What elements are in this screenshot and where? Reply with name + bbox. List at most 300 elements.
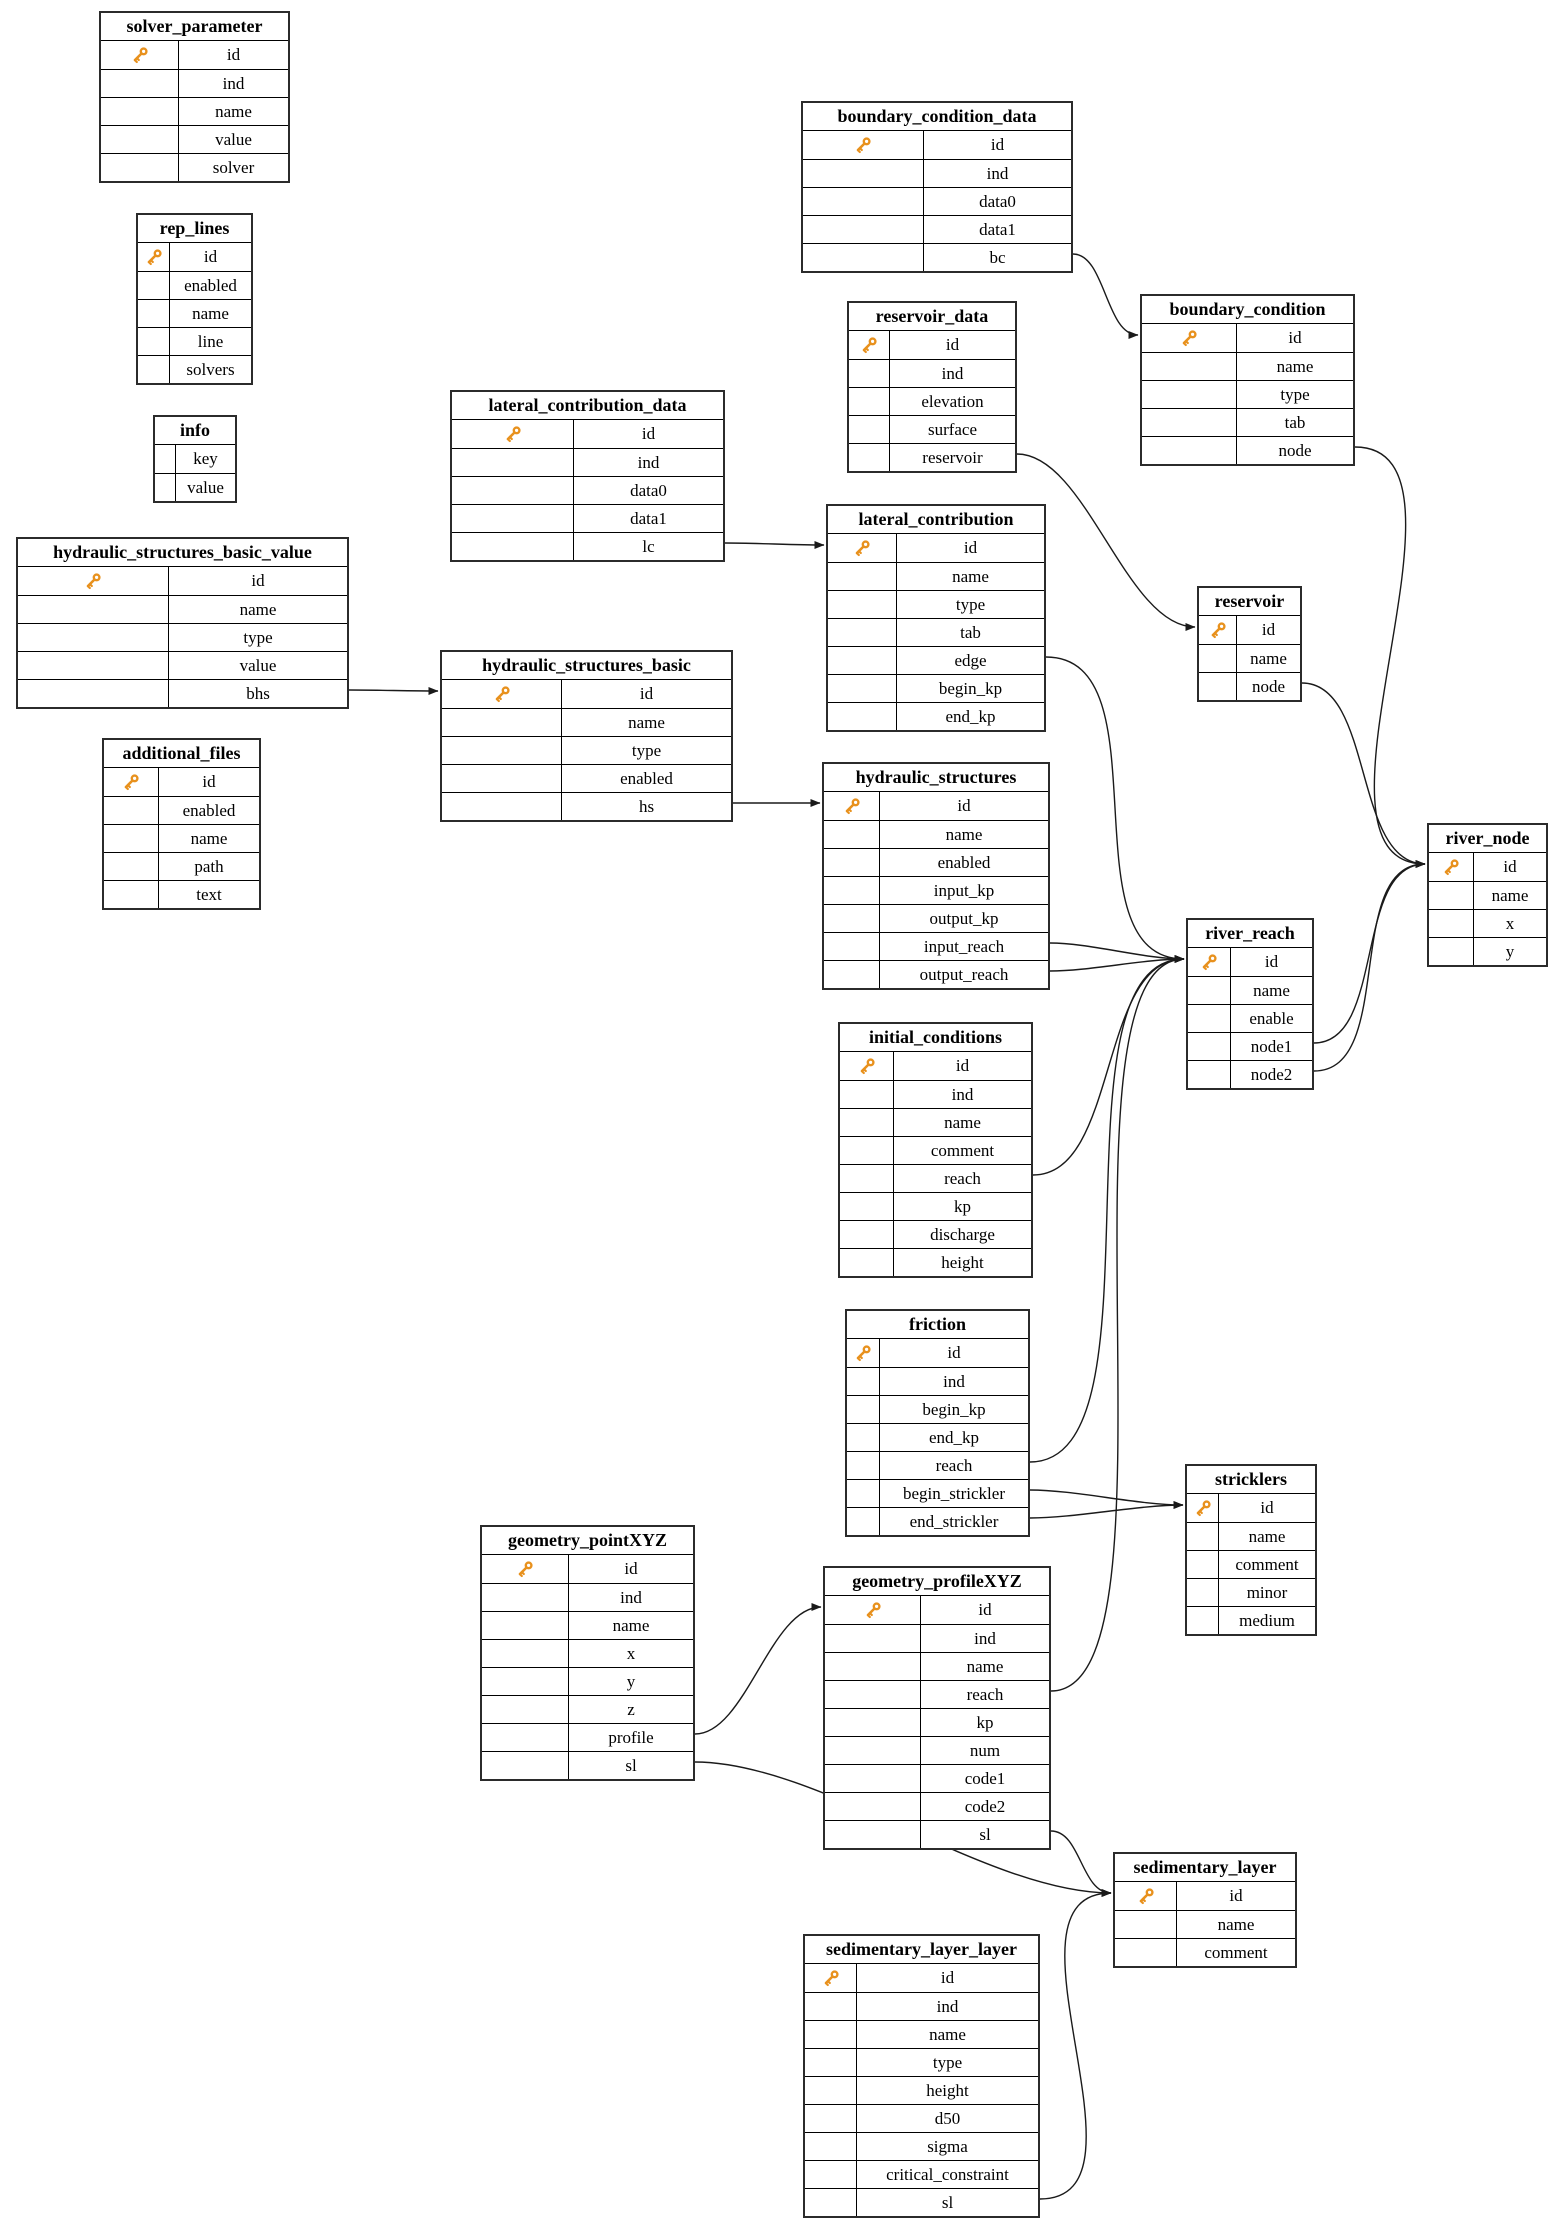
empty-key-cell: [840, 1137, 894, 1164]
empty-key-cell: [18, 596, 169, 623]
table-title: boundary_condition: [1142, 296, 1353, 324]
field-row-id: [825, 1596, 1049, 1624]
field-row-ind: [803, 159, 1071, 187]
table-title: hydraulic_structures_basic_value: [18, 539, 347, 567]
field-row-id: [803, 131, 1071, 159]
field-label: sl: [625, 1756, 637, 1775]
table-title: geometry_profileXYZ: [825, 1568, 1049, 1596]
field-row-type: [442, 736, 731, 764]
table-title: hydraulic_structures: [824, 764, 1048, 792]
field-label: output_kp: [929, 909, 999, 928]
empty-key-cell: [155, 445, 176, 473]
table-reservoir: [1197, 586, 1302, 702]
key-icon: [1194, 1499, 1212, 1517]
table-title: boundary_condition_data: [803, 103, 1071, 131]
field-row-ind: [101, 69, 288, 97]
field-row-value: [101, 125, 288, 153]
table-title: initial_conditions: [840, 1024, 1031, 1052]
field-label: enable: [1249, 1009, 1294, 1028]
key-icon: [1442, 858, 1460, 876]
field-row-solver: [101, 153, 288, 181]
field-row-id: [18, 567, 347, 595]
field-row-data1: [452, 504, 723, 532]
field-label: discharge: [930, 1225, 995, 1244]
field-row-enabled: [138, 271, 251, 299]
field-label: id: [945, 335, 960, 354]
empty-key-cell: [840, 1081, 894, 1108]
field-row-surface: [849, 415, 1015, 443]
field-label: solvers: [186, 360, 235, 379]
primary-key-cell: [138, 243, 170, 271]
field-row-id: [847, 1339, 1028, 1367]
empty-key-cell: [805, 2049, 857, 2076]
primary-key-cell: [824, 792, 880, 820]
field-label: ind: [986, 164, 1009, 183]
empty-key-cell: [101, 70, 179, 97]
empty-key-cell: [847, 1396, 880, 1423]
field-row-hs: [442, 792, 731, 820]
primary-key-cell: [849, 331, 890, 359]
field-label: name: [192, 304, 229, 323]
field-row-id: [1188, 948, 1312, 976]
empty-key-cell: [803, 160, 924, 187]
field-row-tab: [828, 618, 1044, 646]
field-row-name: [104, 824, 259, 852]
field-label: surface: [927, 420, 978, 439]
field-label: name: [190, 829, 228, 848]
field-row-z: [482, 1695, 693, 1723]
field-row-id: [805, 1964, 1038, 1992]
field-row-bc: [803, 243, 1071, 271]
field-label: type: [955, 595, 986, 614]
empty-key-cell: [442, 765, 562, 792]
field-label: data0: [630, 481, 667, 500]
edge-sedimentary_layer_layer-sl-to-sedimentary_layer: [1040, 1893, 1111, 2199]
field-row-code1: [825, 1764, 1049, 1792]
field-label: value: [239, 656, 277, 675]
field-row-name: [1115, 1910, 1295, 1938]
empty-key-cell: [825, 1625, 921, 1652]
table-lateral_contribution: [826, 504, 1046, 732]
edge-geometry_profileXYZ-sl-to-sedimentary_layer: [1051, 1831, 1111, 1893]
empty-key-cell: [442, 709, 562, 736]
field-row-name: [1188, 976, 1312, 1004]
field-label: name: [1250, 649, 1287, 668]
empty-key-cell: [828, 591, 897, 618]
field-row-comment: [1187, 1550, 1315, 1578]
field-label: id: [990, 135, 1005, 154]
primary-key-cell: [18, 567, 169, 595]
edge-initial_conditions-reach-to-river_reach: [1033, 959, 1184, 1175]
empty-key-cell: [824, 877, 880, 904]
primary-key-cell: [452, 420, 574, 448]
field-row-node1: [1188, 1032, 1312, 1060]
field-label: path: [194, 857, 224, 876]
field-row-reach: [847, 1451, 1028, 1479]
table-title: stricklers: [1187, 1466, 1315, 1494]
field-label: id: [963, 538, 978, 557]
table-hydraulic_structures: [822, 762, 1050, 990]
field-label: y: [626, 1672, 636, 1691]
field-row-node: [1199, 672, 1300, 700]
field-row-x: [1429, 909, 1546, 937]
field-row-begin_kp: [828, 674, 1044, 702]
field-row-end_strickler: [847, 1507, 1028, 1535]
field-label: data0: [979, 192, 1016, 211]
field-row-reach: [825, 1680, 1049, 1708]
edge-river_reach-node1-to-river_node: [1314, 864, 1425, 1043]
field-row-name: [825, 1652, 1049, 1680]
empty-key-cell: [1142, 409, 1237, 436]
table-title: reservoir: [1199, 588, 1300, 616]
empty-key-cell: [442, 737, 562, 764]
field-row-output_reach: [824, 960, 1048, 988]
field-label: name: [944, 1113, 981, 1132]
empty-key-cell: [1142, 353, 1237, 380]
field-label: data1: [979, 220, 1016, 239]
table-river_node: [1427, 823, 1548, 967]
field-row-bhs: [18, 679, 347, 707]
empty-key-cell: [101, 154, 179, 181]
empty-key-cell: [1187, 1607, 1219, 1634]
edge-reservoir-node-to-river_node: [1302, 683, 1425, 864]
table-stricklers: [1185, 1464, 1317, 1636]
empty-key-cell: [18, 624, 169, 651]
empty-key-cell: [847, 1368, 880, 1395]
field-row-data0: [803, 187, 1071, 215]
field-row-id: [840, 1052, 1031, 1080]
field-label: sl: [979, 1825, 991, 1844]
empty-key-cell: [1429, 882, 1474, 909]
empty-key-cell: [18, 652, 169, 679]
table-sedimentary_layer_layer: [803, 1934, 1040, 2218]
field-label: id: [641, 424, 656, 443]
empty-key-cell: [825, 1821, 921, 1848]
field-row-comment: [1115, 1938, 1295, 1966]
table-geometry_pointXYZ: [480, 1525, 695, 1781]
edge-hydraulic_structures_basic_value-bhs-to-hydraulic_structures_basic: [349, 690, 438, 691]
field-row-tab: [1142, 408, 1353, 436]
field-row-begin_strickler: [847, 1479, 1028, 1507]
field-row-id: [1187, 1494, 1315, 1522]
field-label: id: [203, 247, 218, 266]
edge-friction-reach-to-river_reach: [1030, 959, 1184, 1462]
key-icon: [1200, 953, 1218, 971]
field-row-id: [101, 41, 288, 69]
field-label: edge: [954, 651, 987, 670]
field-label: begin_strickler: [903, 1484, 1005, 1503]
field-label: text: [196, 885, 222, 904]
field-label: id: [1260, 1498, 1274, 1517]
key-icon: [131, 46, 149, 64]
field-label: d50: [934, 2109, 961, 2128]
field-row-ind: [825, 1624, 1049, 1652]
field-row-name: [18, 595, 347, 623]
field-label: end_kp: [945, 707, 996, 726]
edge-boundary_condition-node-to-river_node: [1355, 447, 1425, 864]
field-label: data1: [630, 509, 667, 528]
empty-key-cell: [825, 1709, 921, 1736]
field-row-name: [1429, 881, 1546, 909]
field-row-id: [1142, 324, 1353, 352]
empty-key-cell: [1188, 977, 1231, 1004]
key-icon: [493, 685, 511, 703]
field-row-d50: [805, 2104, 1038, 2132]
empty-key-cell: [138, 272, 170, 299]
field-row-height: [840, 1248, 1031, 1276]
field-label: name: [952, 567, 989, 586]
empty-key-cell: [805, 2161, 857, 2188]
field-row-id: [824, 792, 1048, 820]
field-row-id: [138, 243, 251, 271]
field-row-id: [104, 768, 259, 796]
empty-key-cell: [482, 1668, 569, 1695]
empty-key-cell: [482, 1696, 569, 1723]
empty-key-cell: [805, 1993, 857, 2020]
empty-key-cell: [828, 563, 897, 590]
field-row-x: [482, 1639, 693, 1667]
empty-key-cell: [849, 360, 890, 387]
field-label: begin_kp: [938, 679, 1003, 698]
primary-key-cell: [828, 534, 897, 562]
edge-hydraulic_structures-output_reach-to-river_reach: [1050, 959, 1184, 971]
key-icon: [854, 136, 872, 154]
empty-key-cell: [1188, 1005, 1231, 1032]
empty-key-cell: [828, 675, 897, 702]
empty-key-cell: [849, 416, 890, 443]
empty-key-cell: [824, 849, 880, 876]
field-row-id: [452, 420, 723, 448]
empty-key-cell: [803, 188, 924, 215]
field-row-value: [18, 651, 347, 679]
field-row-ind: [452, 448, 723, 476]
field-row-input_reach: [824, 932, 1048, 960]
field-label: input_kp: [933, 881, 995, 900]
field-row-path: [104, 852, 259, 880]
key-icon: [1137, 1887, 1155, 1905]
empty-key-cell: [1188, 1061, 1231, 1088]
field-row-id: [1115, 1882, 1295, 1910]
empty-key-cell: [828, 647, 897, 674]
field-row-y: [482, 1667, 693, 1695]
field-label: output_reach: [919, 965, 1009, 984]
field-row-edge: [828, 646, 1044, 674]
field-row-height: [805, 2076, 1038, 2104]
field-row-node: [1142, 436, 1353, 464]
field-label: name: [628, 713, 665, 732]
table-title: sedimentary_layer_layer: [805, 1936, 1038, 1964]
field-label: code1: [964, 1769, 1006, 1788]
field-row-begin_kp: [847, 1395, 1028, 1423]
field-label: id: [978, 1600, 992, 1619]
table-title: geometry_pointXYZ: [482, 1527, 693, 1555]
field-label: elevation: [921, 392, 984, 411]
field-row-id: [828, 534, 1044, 562]
empty-key-cell: [452, 505, 574, 532]
field-row-id: [442, 680, 731, 708]
field-label: y: [1505, 942, 1515, 961]
edge-boundary_condition_data-bc-to-boundary_condition: [1073, 254, 1138, 335]
empty-key-cell: [805, 2077, 857, 2104]
empty-key-cell: [825, 1793, 921, 1820]
field-row-data0: [452, 476, 723, 504]
field-label: end_strickler: [909, 1512, 999, 1531]
field-label: reach: [935, 1456, 973, 1475]
field-row-ind: [805, 1992, 1038, 2020]
empty-key-cell: [452, 533, 574, 560]
field-row-name: [482, 1611, 693, 1639]
field-label: sigma: [927, 2137, 968, 2156]
field-row-id: [1199, 616, 1300, 644]
field-label: lc: [642, 537, 655, 556]
table-additional_files: [102, 738, 261, 910]
primary-key-cell: [847, 1339, 880, 1367]
primary-key-cell: [104, 768, 159, 796]
field-label: name: [215, 102, 252, 121]
empty-key-cell: [104, 825, 159, 852]
field-row-id: [1429, 853, 1546, 881]
key-icon: [843, 797, 861, 815]
empty-key-cell: [1429, 910, 1474, 937]
empty-key-cell: [1187, 1551, 1219, 1578]
empty-key-cell: [482, 1640, 569, 1667]
empty-key-cell: [840, 1221, 894, 1248]
field-label: num: [969, 1741, 1001, 1760]
field-label: ind: [941, 364, 964, 383]
empty-key-cell: [482, 1724, 569, 1751]
key-icon: [122, 773, 140, 791]
table-title: sedimentary_layer: [1115, 1854, 1295, 1882]
field-row-name: [805, 2020, 1038, 2048]
field-row-name: [442, 708, 731, 736]
empty-key-cell: [482, 1752, 569, 1779]
empty-key-cell: [849, 444, 890, 471]
field-row-num: [825, 1736, 1049, 1764]
field-label: id: [1288, 328, 1302, 347]
field-row-id: [849, 331, 1015, 359]
field-row-name: [840, 1108, 1031, 1136]
field-label: name: [966, 1657, 1004, 1676]
empty-key-cell: [803, 216, 924, 243]
field-label: kp: [954, 1197, 971, 1216]
empty-key-cell: [847, 1424, 880, 1451]
field-label: reach: [944, 1169, 981, 1188]
field-label: id: [639, 684, 654, 703]
edge-lateral_contribution_data-lc-to-lateral_contribution: [725, 543, 824, 545]
field-row-ind: [840, 1080, 1031, 1108]
field-row-kp: [840, 1192, 1031, 1220]
primary-key-cell: [101, 41, 179, 69]
field-row-enabled: [824, 848, 1048, 876]
empty-key-cell: [452, 477, 574, 504]
field-row-name: [1142, 352, 1353, 380]
field-row-enabled: [104, 796, 259, 824]
field-label: type: [932, 2053, 963, 2072]
field-label: id: [202, 772, 216, 791]
field-row-solvers: [138, 355, 251, 383]
field-label: id: [251, 571, 265, 590]
key-icon: [84, 572, 102, 590]
empty-key-cell: [1199, 645, 1237, 672]
empty-key-cell: [18, 680, 169, 707]
field-row-enabled: [442, 764, 731, 792]
table-info: [153, 415, 237, 503]
field-label: end_kp: [928, 1428, 980, 1447]
table-title: info: [155, 417, 235, 445]
field-label: x: [1505, 914, 1515, 933]
field-label: ind: [222, 74, 245, 93]
empty-key-cell: [825, 1737, 921, 1764]
field-row-sl: [805, 2188, 1038, 2216]
table-geometry_profileXYZ: [823, 1566, 1051, 1850]
field-row-name: [101, 97, 288, 125]
table-title: lateral_contribution_data: [452, 392, 723, 420]
empty-key-cell: [828, 619, 897, 646]
empty-key-cell: [824, 905, 880, 932]
field-row-ind: [849, 359, 1015, 387]
empty-key-cell: [840, 1109, 894, 1136]
field-row-key: [155, 445, 235, 473]
empty-key-cell: [805, 2021, 857, 2048]
field-label: enabled: [620, 769, 673, 788]
field-label: comment: [1235, 1555, 1299, 1574]
table-boundary_condition_data: [801, 101, 1073, 273]
field-label: id: [957, 796, 971, 815]
empty-key-cell: [803, 244, 924, 271]
table-hydraulic_structures_basic: [440, 650, 733, 822]
field-row-name: [824, 820, 1048, 848]
field-label: name: [1248, 1527, 1286, 1546]
field-row-type: [805, 2048, 1038, 2076]
empty-key-cell: [1187, 1523, 1219, 1550]
field-row-enable: [1188, 1004, 1312, 1032]
empty-key-cell: [840, 1193, 894, 1220]
field-label: code2: [964, 1797, 1006, 1816]
field-label: node: [1251, 677, 1286, 696]
empty-key-cell: [840, 1165, 894, 1192]
field-label: reach: [966, 1685, 1004, 1704]
edge-river_reach-node2-to-river_node: [1314, 864, 1425, 1071]
empty-key-cell: [825, 1653, 921, 1680]
field-row-discharge: [840, 1220, 1031, 1248]
field-row-data1: [803, 215, 1071, 243]
field-row-type: [828, 590, 1044, 618]
edge-hydraulic_structures-input_reach-to-river_reach: [1050, 943, 1184, 959]
field-row-lc: [452, 532, 723, 560]
field-row-name: [1187, 1522, 1315, 1550]
field-label: name: [929, 2025, 966, 2044]
field-label: node2: [1250, 1065, 1293, 1084]
field-row-name: [828, 562, 1044, 590]
field-row-comment: [840, 1136, 1031, 1164]
empty-key-cell: [1142, 381, 1237, 408]
empty-key-cell: [1199, 673, 1237, 700]
primary-key-cell: [803, 131, 924, 159]
field-row-type: [1142, 380, 1353, 408]
primary-key-cell: [1187, 1494, 1219, 1522]
field-label: bhs: [246, 684, 270, 703]
field-label: ind: [620, 1588, 642, 1607]
empty-key-cell: [805, 2133, 857, 2160]
empty-key-cell: [1142, 437, 1237, 464]
table-title: river_node: [1429, 825, 1546, 853]
field-label: bc: [989, 248, 1006, 267]
field-label: id: [1264, 952, 1279, 971]
empty-key-cell: [138, 300, 170, 327]
field-label: profile: [608, 1728, 654, 1747]
empty-key-cell: [805, 2105, 857, 2132]
primary-key-cell: [1429, 853, 1474, 881]
